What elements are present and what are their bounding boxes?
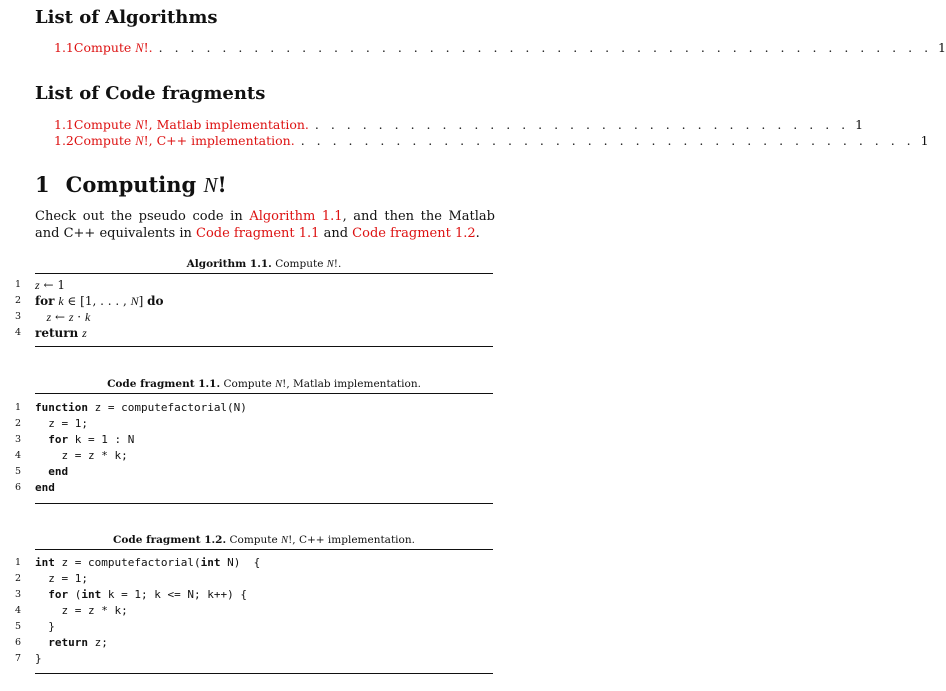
toc-leader-dots: . . . . . . . . . . . . . . . . . . . . . . . . . . . . . . . . . . . . . . . (300, 133, 915, 148)
code-line-text: for (int k = 1; k <= N; k++) { (48, 588, 247, 601)
algorithm-label: Algorithm 1.1. (186, 258, 272, 270)
list-of-algorithms-heading: List of Algorithms (35, 7, 218, 28)
code-line-text: z = z * k; (35, 604, 128, 617)
code-fragment-2-bottom-rule (35, 673, 493, 674)
section-title-prefix: Computing (65, 172, 204, 197)
section-title-suffix: ! (217, 172, 227, 197)
ref-algorithm-1-1[interactable]: Algorithm 1.1 (249, 209, 343, 224)
code-line-text: z = 1; (35, 417, 88, 430)
section-heading (35, 172, 227, 198)
toc-entry-number: 1.1 (54, 40, 74, 55)
algorithm-caption-text: Compute N!. (275, 258, 342, 270)
line-number: 3 (14, 311, 21, 322)
line-number: 4 (14, 327, 21, 338)
line-number: 1 (14, 557, 21, 568)
line-number: 2 (14, 573, 21, 584)
code-line (0, 571, 504, 587)
code-line (0, 635, 504, 651)
line-number: 3 (14, 434, 21, 445)
toc-entry-page: 1 (855, 117, 864, 132)
code-line-text: } (35, 652, 42, 665)
paragraph-text: and (319, 226, 353, 241)
code-line-text: int z = computefactorial(int N) { (35, 556, 261, 569)
code-line (0, 555, 504, 571)
algorithm-line (0, 325, 504, 341)
code-fragment-1-top-rule (35, 393, 493, 394)
paragraph-text: . (475, 226, 480, 241)
code-line (0, 587, 504, 603)
line-number: 5 (14, 621, 21, 632)
toc-entry-title[interactable]: Compute N!, C++ implementation. (73, 133, 295, 148)
code-line-text: z = z * k; (35, 449, 128, 462)
code-fragment-2-caption-text: Compute N!, C++ implementation. (229, 534, 415, 546)
code-fragment-1-caption-text: Compute N!, Matlab implementation. (223, 378, 421, 390)
algorithm-line (0, 293, 504, 309)
line-number: 4 (14, 450, 21, 461)
algorithm-line-text: return z (35, 326, 87, 340)
code-fragment-2-label: Code fragment 1.2. (113, 534, 227, 546)
toc-entry-algorithm[interactable] (54, 40, 946, 56)
code-line (0, 651, 504, 667)
code-line (0, 464, 504, 480)
line-number: 1 (14, 279, 21, 290)
ref-code-fragment-1-1[interactable]: Code fragment 1.1 (196, 226, 320, 241)
code-fragment-1-bottom-rule (35, 503, 493, 504)
paragraph-text: Check out the pseudo code in (35, 209, 250, 224)
code-line-text: end (35, 481, 55, 494)
line-number: 6 (14, 637, 21, 648)
code-line-text: } (35, 620, 55, 633)
algorithm-line (0, 309, 504, 325)
code-line (0, 416, 504, 432)
list-of-code-fragments-heading: List of Code fragments (35, 83, 266, 104)
algorithm-line (0, 277, 504, 293)
code-fragment-2-body (0, 555, 504, 667)
section-number: 1 (35, 172, 50, 197)
algorithm-line-text: for k ∈ [1, . . . , N] do (35, 294, 164, 308)
algorithm-line-text: z ← 1 (35, 278, 65, 292)
toc-entry-title[interactable]: Compute N!. (73, 40, 153, 55)
body-paragraph (35, 208, 495, 242)
ref-code-fragment-1-2[interactable]: Code fragment 1.2 (352, 226, 476, 241)
line-number: 2 (14, 418, 21, 429)
code-line (0, 603, 504, 619)
algorithm-body (0, 277, 504, 341)
algorithm-caption (35, 258, 493, 270)
toc-leader-dots: . . . . . . . . . . . . . . . . . . . . . . . . . . . . . . . . . . . . . . . . . . . . . . . . . (158, 40, 933, 55)
section-title-math: N (203, 173, 218, 197)
code-line-text: return z; (48, 636, 108, 649)
line-number: 7 (14, 653, 21, 664)
line-number: 2 (14, 295, 21, 306)
toc-entry-title[interactable]: Compute N!, Matlab implementation. (73, 117, 309, 132)
code-line (0, 448, 504, 464)
code-line (0, 432, 504, 448)
code-line-text: z = 1; (35, 572, 88, 585)
toc-entry-number: 1.1 (54, 117, 74, 132)
algorithm-top-rule (35, 273, 493, 274)
code-line (0, 480, 504, 496)
code-fragment-1-label: Code fragment 1.1. (107, 378, 221, 390)
code-line (0, 619, 504, 635)
toc-entry-code-2[interactable] (54, 133, 929, 149)
toc-leader-dots: . . . . . . . . . . . . . . . . . . . . . . . . . . . . . . . . . . (314, 117, 850, 132)
code-line-text: end (48, 465, 69, 478)
line-number: 5 (14, 466, 21, 477)
code-fragment-2-top-rule (35, 549, 493, 550)
algorithm-bottom-rule (35, 346, 493, 347)
toc-entry-code-1[interactable] (54, 117, 864, 133)
code-line (0, 400, 504, 416)
line-number: 3 (14, 589, 21, 600)
toc-entry-page: 1 (938, 40, 946, 55)
code-line-text: for k = 1 : N (48, 433, 135, 446)
line-number: 6 (14, 482, 21, 493)
toc-entry-page: 1 (920, 133, 929, 148)
line-number: 1 (14, 402, 21, 413)
toc-entry-number: 1.2 (54, 133, 74, 148)
paragraph-text: , and then the Matlab and C++ equivalents in (35, 209, 495, 241)
code-fragment-1-caption (35, 378, 493, 390)
code-fragment-1-body (0, 400, 504, 496)
algorithm-line-text: z ← z · k (46, 310, 91, 324)
code-line-text: function z = computefactorial(N) (35, 401, 247, 414)
line-number: 4 (14, 605, 21, 616)
code-fragment-2-caption (35, 534, 493, 546)
